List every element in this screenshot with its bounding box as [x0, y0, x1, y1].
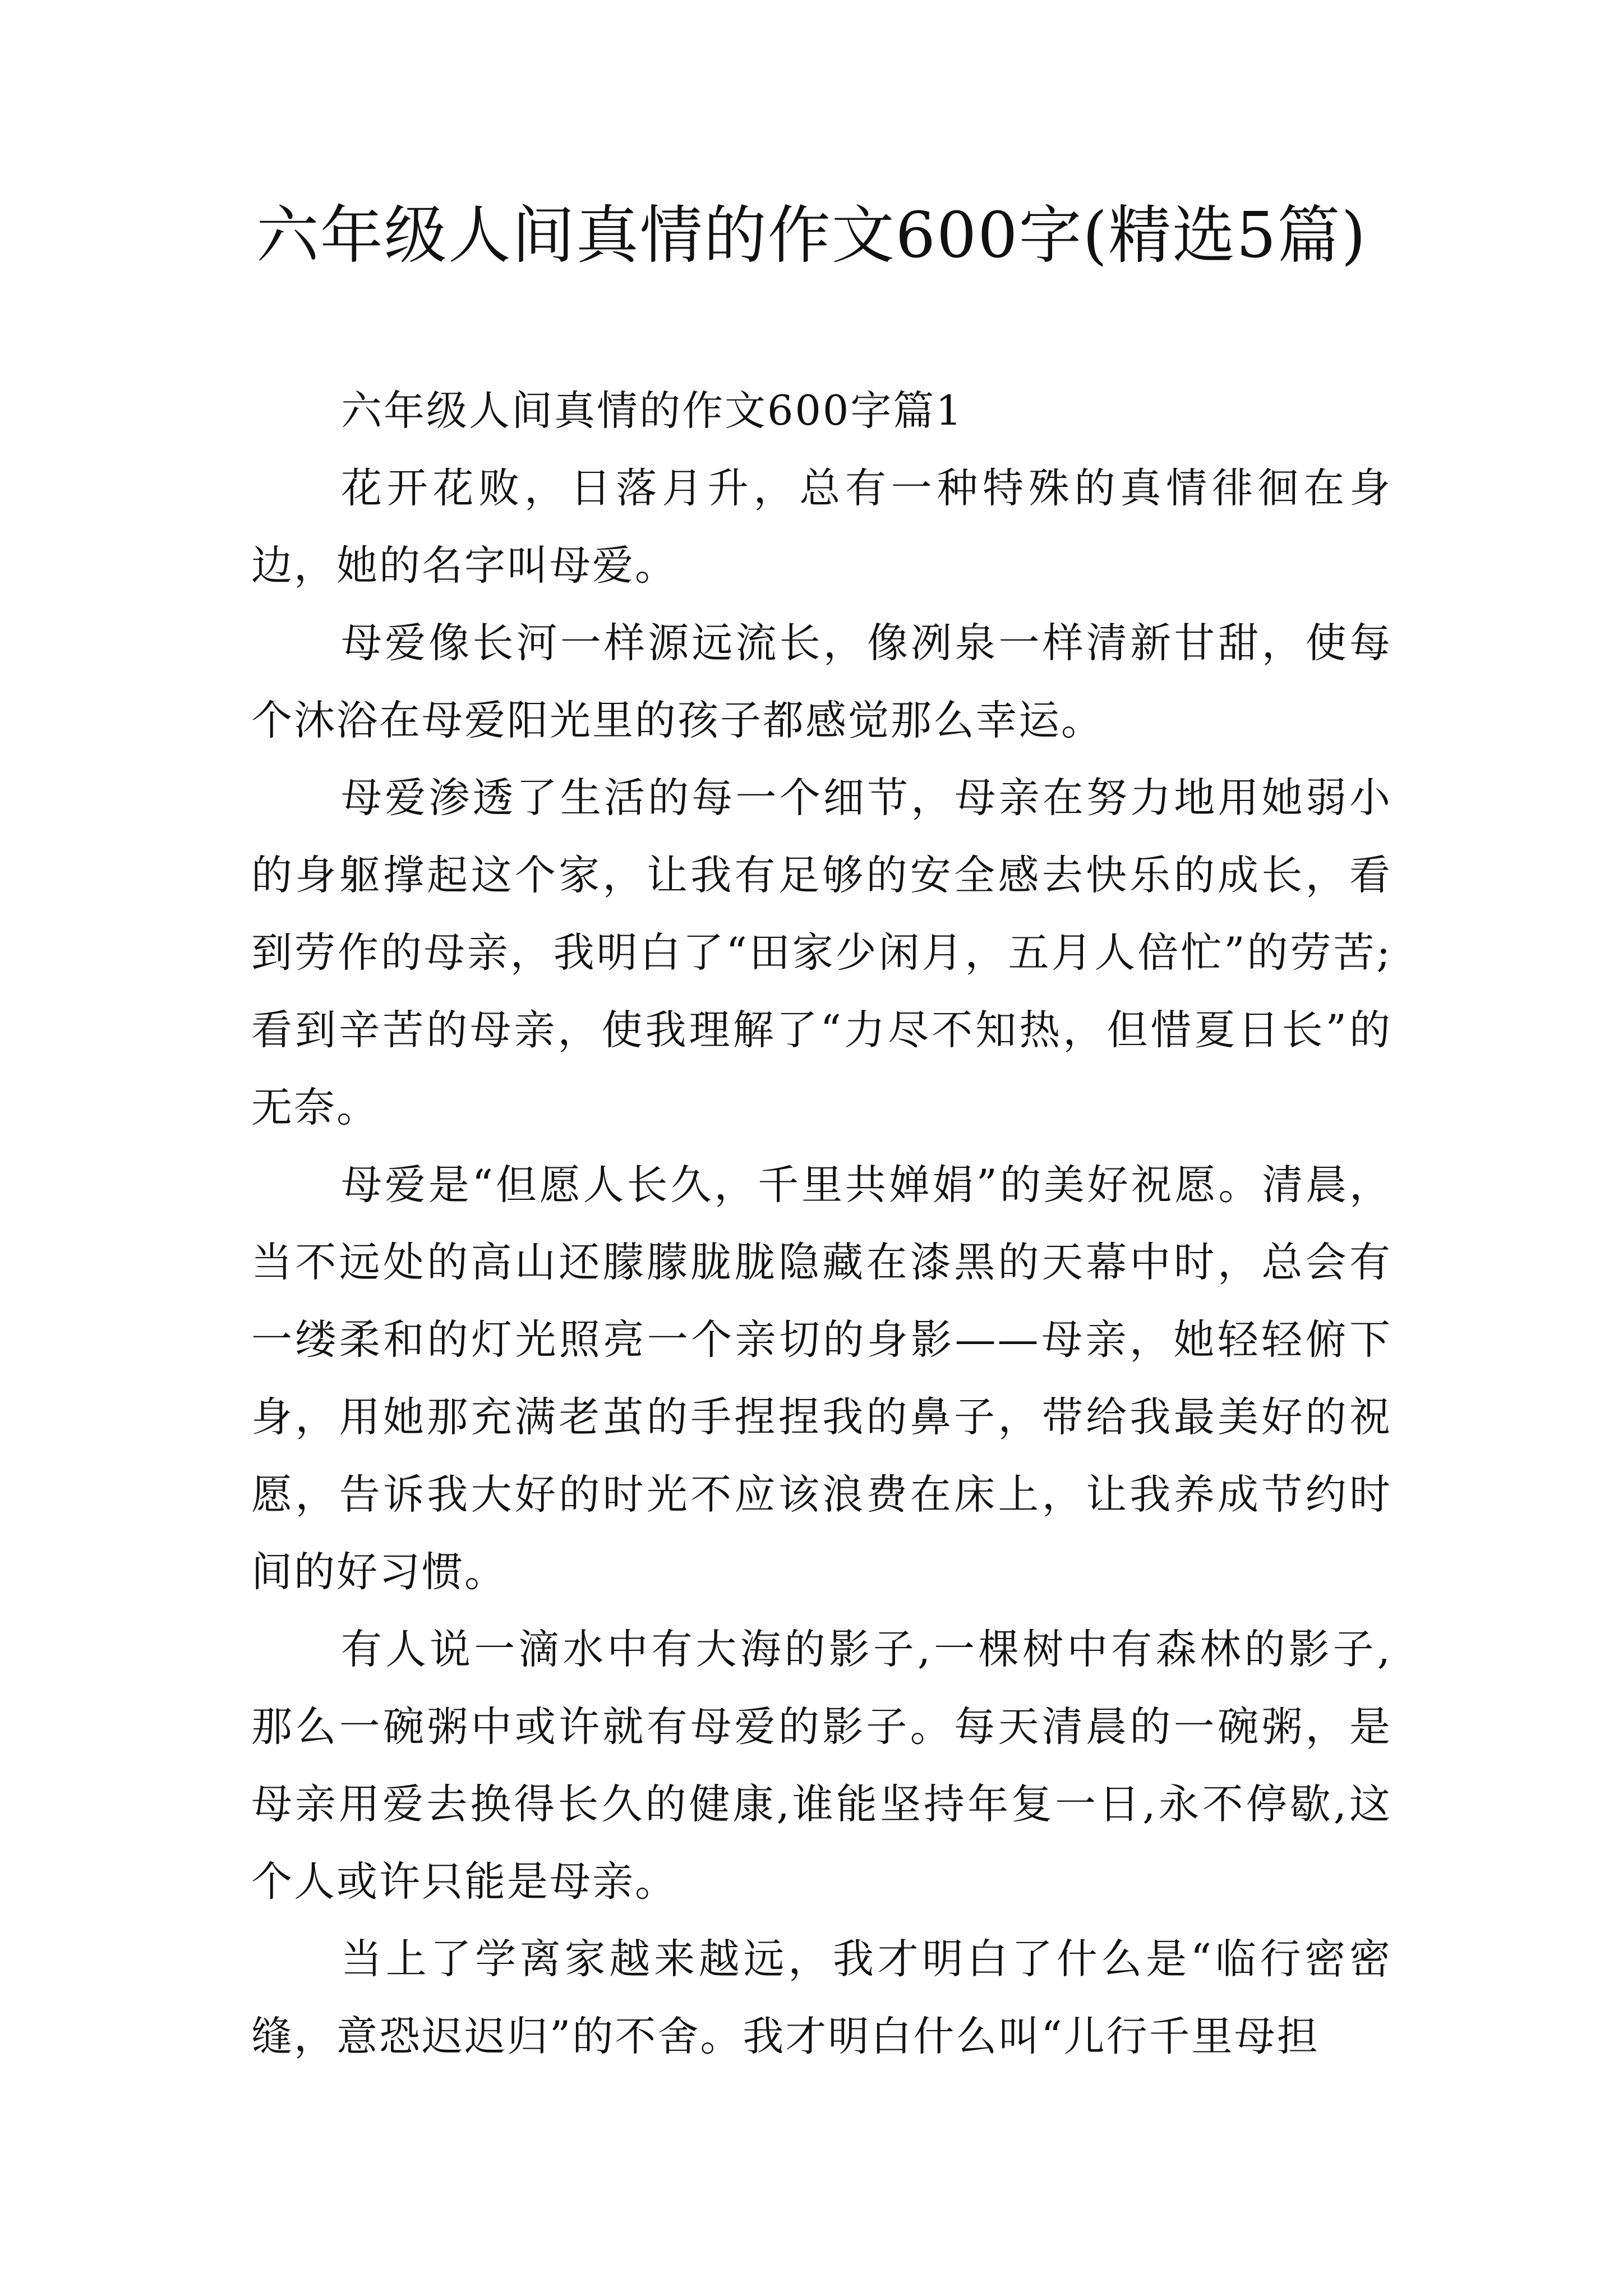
paragraph-5: 有人说一滴水中有大海的影子,一棵树中有森林的影子,那么一碗粥中或许就有母爱的影子。每天清晨的一碗粥，是母亲用爱去换得长久的健康,谁能坚持年复一日,永不停歇,这个人或许只能是母亲。 — [251, 1626, 1392, 1906]
document-title: 六年级人间真情的作文600字(精选5篇) — [256, 199, 1367, 272]
paragraph-6: 当上了学离家越来越远，我才明白了什么是“临行密密缝，意恐迟迟归”的不舍。我才明白什么叫“儿行千里母担 — [251, 1935, 1392, 2060]
document-body — [251, 372, 1392, 2076]
paragraph-1: 花开花败，日落月升，总有一种特殊的真情徘徊在身边，她的名字叫母爱。 — [251, 464, 1392, 590]
paragraph-2: 母爱像长河一样源远流长，像冽泉一样清新甘甜，使每个沐浴在母爱阳光里的孩子都感觉那么幸运。 — [251, 619, 1392, 744]
section-heading: 六年级人间真情的作文600字篇1 — [341, 387, 963, 435]
paragraph-4: 母爱是“但愿人长久，千里共婵娟”的美好祝愿。清晨，当不远处的高山还朦朦胧胧隐藏在漆黑的天幕中时，总会有一缕柔和的灯光照亮一个亲切的身影——母亲，她轻轻俯下身，用她那充满老茧的手捏捏我的鼻子，带给我最美好的祝愿，告诉我大好的时光不应该浪费在床上，让我养成节约时间的好习惯。 — [251, 1161, 1392, 1596]
paragraph-3: 母爱渗透了生活的每一个细节，母亲在努力地用她弱小的身躯撑起这个家，让我有足够的安全感去快乐的成长，看到劳作的母亲，我明白了“田家少闲月，五月人倍忙”的劳苦;看到辛苦的母亲，使我理解了“力尽不知热，但惜夏日长”的无奈。 — [251, 774, 1392, 1131]
